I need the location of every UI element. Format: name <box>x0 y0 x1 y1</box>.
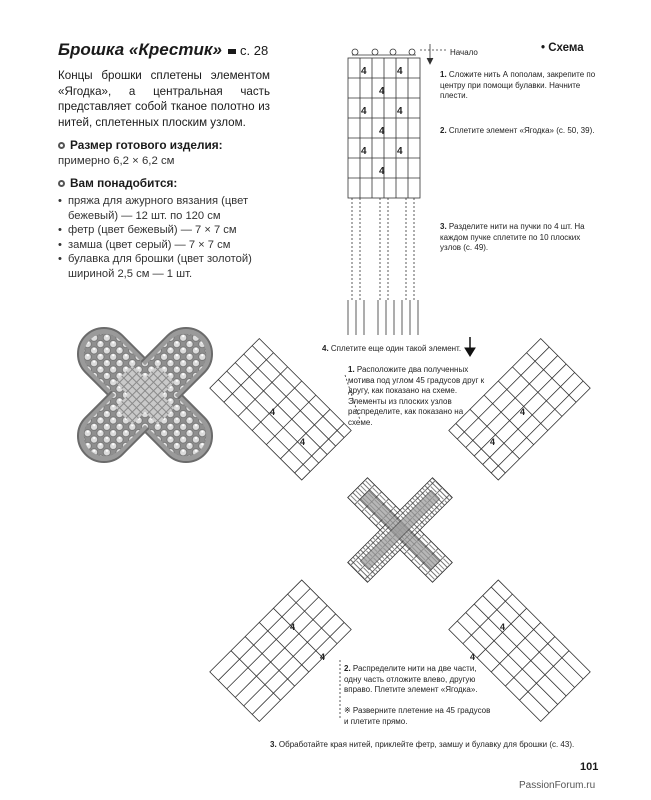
knot-number: 4 <box>470 652 476 662</box>
list-item: • булавка для брошки (цвет золотой) шириной 2,5 см — 1 шт. <box>58 252 278 281</box>
stage2-step-1: 1. Расположите два полученных мотива под углом 45 градусов друг к другу, как показано на схеме. Элементы из плоских узлов распределите, как показано на схеме. <box>348 365 485 427</box>
knot-number: 4 <box>300 437 306 447</box>
knot-number: 4 <box>520 407 526 417</box>
knot-number: 4 <box>379 86 385 97</box>
intro-paragraph: Концы брошки сплетены элементом «Ягодка», а центральная часть представляет собой тканое полотно из нитей, сплетенных плоским узлом. <box>58 69 270 129</box>
knot-number: 4 <box>397 106 403 117</box>
knot-number: 4 <box>490 437 496 447</box>
size-value: примерно 6,2 × 6,2 см <box>58 155 175 167</box>
scheme-label-text: Схема <box>548 42 584 54</box>
stage2-note: ※ Разверните плетение на 45 градусов и плетите прямо. <box>344 706 491 726</box>
stage2-step-2: 2. Распределите нити на две части, одну часть отложите влево, другую вправо. Плетите элемент «Ягодка». <box>344 664 478 694</box>
start-label: Начало <box>450 48 478 57</box>
knot-number: 4 <box>397 66 403 77</box>
knot-number: 4 <box>290 622 296 632</box>
knot-number: 4 <box>397 146 403 157</box>
page-reference-text: с. 28 <box>240 43 269 58</box>
knot-number: 4 <box>361 146 367 157</box>
knot-number: 4 <box>379 166 385 177</box>
list-item: • фетр (цвет бежевый) — 7 × 7 см <box>58 223 278 238</box>
scheme-label: • Схема <box>541 42 584 54</box>
knot-number: 4 <box>379 126 385 137</box>
list-item: • пряжа для ажурного вязания (цвет бежевый) — 12 шт. по 120 см <box>58 194 278 223</box>
knot-number: 4 <box>361 106 367 117</box>
site-watermark: PassionForum.ru <box>519 780 596 791</box>
page-number: 101 <box>580 761 599 773</box>
step-2: 2. Сплетите элемент «Ягодка» (с. 50, 39). <box>440 126 595 135</box>
step-1: 1. Сложите нить А пополам, закрепите по центру при помощи булавки. Начните плести. <box>440 70 596 100</box>
knot-number: 4 <box>270 407 276 417</box>
knot-number: 4 <box>500 622 506 632</box>
step-3: 3. Разделите нити на пучки по 4 шт. На каждом пучке сплетите по 10 плоских узлов (с. 49). <box>440 222 585 252</box>
list-item: • замша (цвет серый) — 7 × 7 см <box>58 238 278 253</box>
scheme-top-diagram <box>348 44 446 335</box>
knot-number: 4 <box>320 652 326 662</box>
step-4: 4. Сплетите еще один такой элемент. <box>322 344 462 353</box>
knot-number: 4 <box>361 66 367 77</box>
materials-heading-text: Вам понадобится: <box>70 176 178 190</box>
page-title: Брошка «Крестик» <box>58 40 222 59</box>
size-heading-text: Размер готового изделия: <box>70 138 223 152</box>
stage2-step-3: 3. Обработайте края нитей, приклейте фетр, замшу и булавку для брошки (с. 43). <box>270 740 575 749</box>
